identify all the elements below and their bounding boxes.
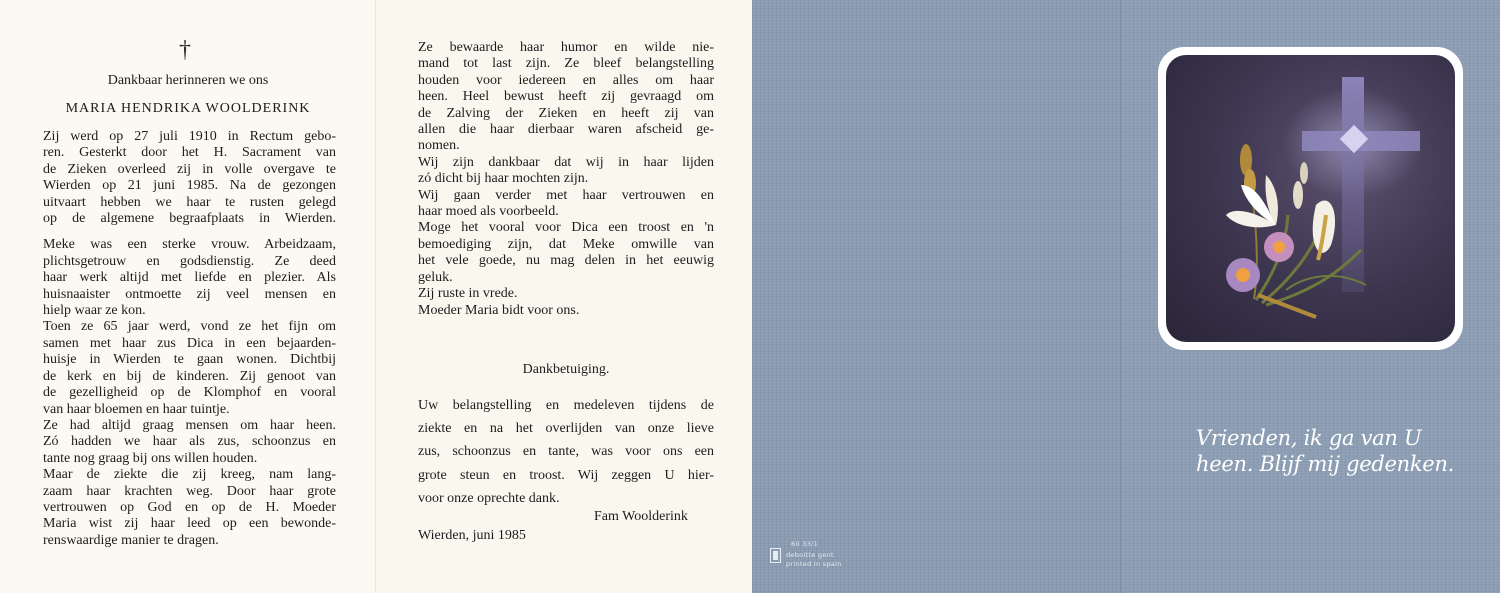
thanks-body-text xyxy=(418,394,714,510)
text-line: houden voor iedereen en alles om haar xyxy=(418,72,714,88)
text-line: ren. Gesterkt door het H. Sacrament van xyxy=(43,145,336,161)
text-line: Meke was een sterke vrouw. Arbeidzaam, xyxy=(43,237,336,253)
text-line: nomen. xyxy=(418,138,460,154)
text-line: ziekte en na het overlijden van onze lieve xyxy=(418,421,714,437)
card-back-cover xyxy=(752,0,1120,593)
text-line: renswaardige manier te dragen. xyxy=(43,532,219,548)
text-line: voor onze oprechte dank. xyxy=(418,490,560,506)
text-line: Ze had altijd graag mensen om haar heen. xyxy=(43,417,336,433)
text-line: bemoediging zijn, dat Meke omwille van xyxy=(418,236,714,252)
text-line: Zij ruste in vrede. xyxy=(418,286,518,302)
text-line: huisnaaister ontmoette zij veel mensen en xyxy=(43,286,336,302)
printer-imprint xyxy=(770,540,850,574)
text-line: haar moed als voorbeeld. xyxy=(418,204,559,220)
text-line: van haar bloemen en haar tuintje. xyxy=(43,401,230,417)
text-line: Wierden op 21 juni 1985. Na de gezongen xyxy=(43,178,336,194)
cross-icon: † xyxy=(179,37,191,63)
text-line: Wij gaan verder met haar vertrouwen en xyxy=(418,187,714,203)
cover-verse-line: heen. Blijf mij gedenken. xyxy=(1196,452,1455,476)
text-line: Wij zijn dankbaar dat wij in haar lijden xyxy=(418,154,714,170)
text-line: Moeder Maria bidt voor ons. xyxy=(418,302,580,318)
text-line: Maar de ziekte die zij kreeg, nam lang- xyxy=(43,467,336,483)
text-line: zó dicht bij haar mochten zijn. xyxy=(418,171,589,187)
cover-verse xyxy=(1196,425,1456,477)
middle-body-text xyxy=(418,40,714,319)
text-line: Toen ze 65 jaar werd, vond ze het fijn om xyxy=(43,319,336,335)
printer-logo-icon xyxy=(770,548,781,563)
text-line: vertrouwen op God en op de H. Moeder xyxy=(43,499,336,515)
text-line: de gezelligheid op de Klomphof en vooral xyxy=(43,385,336,401)
left-body-text xyxy=(43,129,336,559)
text-line: Uw belangstelling en medeleven tijdens de xyxy=(418,398,714,413)
text-line: tante nog graag bij ons willen houden. xyxy=(43,450,258,466)
cross-with-flowers-illustration xyxy=(1166,55,1455,342)
family-signature: Fam Woolderink xyxy=(594,509,688,524)
text-line: geluk. xyxy=(418,269,453,285)
text-line: hielp waar ze kon. xyxy=(43,303,146,319)
card-inner-left-page xyxy=(0,0,376,593)
paragraph-life xyxy=(43,237,336,549)
text-line: zaam haar krachten weg. Door haar grote xyxy=(43,483,336,499)
deceased-name: MARIA HENDRIKA WOOLDERINK xyxy=(65,101,311,116)
intro-line: Dankbaar herinneren we ons xyxy=(107,73,269,88)
text-line: huisje in Wierden te gaan wonen. Dichtbij xyxy=(43,352,336,368)
text-line: Ze bewaarde haar humor en wilde nie- xyxy=(418,40,714,55)
thanks-heading: Dankbetuiging. xyxy=(522,362,610,377)
text-line: uitvaart hebben we haar te rusten gelegd xyxy=(43,194,336,210)
text-line: de kerk en bij de kinderen. Zij genoot van xyxy=(43,368,336,384)
text-line: zus, schoonzus en tante, was voor ons een xyxy=(418,444,714,460)
text-line: Maria wist zij haar leed op een bewonde- xyxy=(43,516,336,532)
text-line: Zij werd op 27 juli 1910 in Rectum gebo- xyxy=(43,129,336,144)
text-line: het vele goede, nu mag delen in het eeuwig xyxy=(418,253,714,269)
text-line: samen met haar zus Dica in een bejaarden- xyxy=(43,335,336,351)
text-line: Moge het vooral voor Dica een troost en 'n xyxy=(418,220,714,236)
text-line: haar werk altijd met liefde en plezier. Als xyxy=(43,270,336,286)
printer-origin: printed in spain xyxy=(786,560,842,568)
text-line: op de algemene begraafplaats in Wierden. xyxy=(43,211,336,227)
paragraph-biography xyxy=(43,129,336,227)
text-line: allen die haar dierbaar waren afscheid ge- xyxy=(418,122,714,138)
printer-name: deboitte gent xyxy=(786,551,834,559)
text-line: de Zalving der Zieken en heeft zij van xyxy=(418,105,714,121)
text-line: mand tot last zijn. Ze bleef belangstelling xyxy=(418,56,714,72)
cover-verse-line: Vrienden, ik ga van U xyxy=(1196,426,1422,450)
place-date: Wierden, juni 1985 xyxy=(418,528,526,543)
text-line: plichtsgetrouw en godsdienstig. Ze deed xyxy=(43,253,336,269)
text-line: Zó hadden we haar als zus, schoonzus en xyxy=(43,434,336,450)
text-line: grote steun en troost. Wij zeggen U hier- xyxy=(418,467,714,483)
text-line: de Zieken overleed zij in volle overgave te xyxy=(43,161,336,177)
printer-code: 60 33/1 xyxy=(791,540,819,548)
text-line: heen. Heel bewust heeft zij gevraagd om xyxy=(418,89,714,105)
